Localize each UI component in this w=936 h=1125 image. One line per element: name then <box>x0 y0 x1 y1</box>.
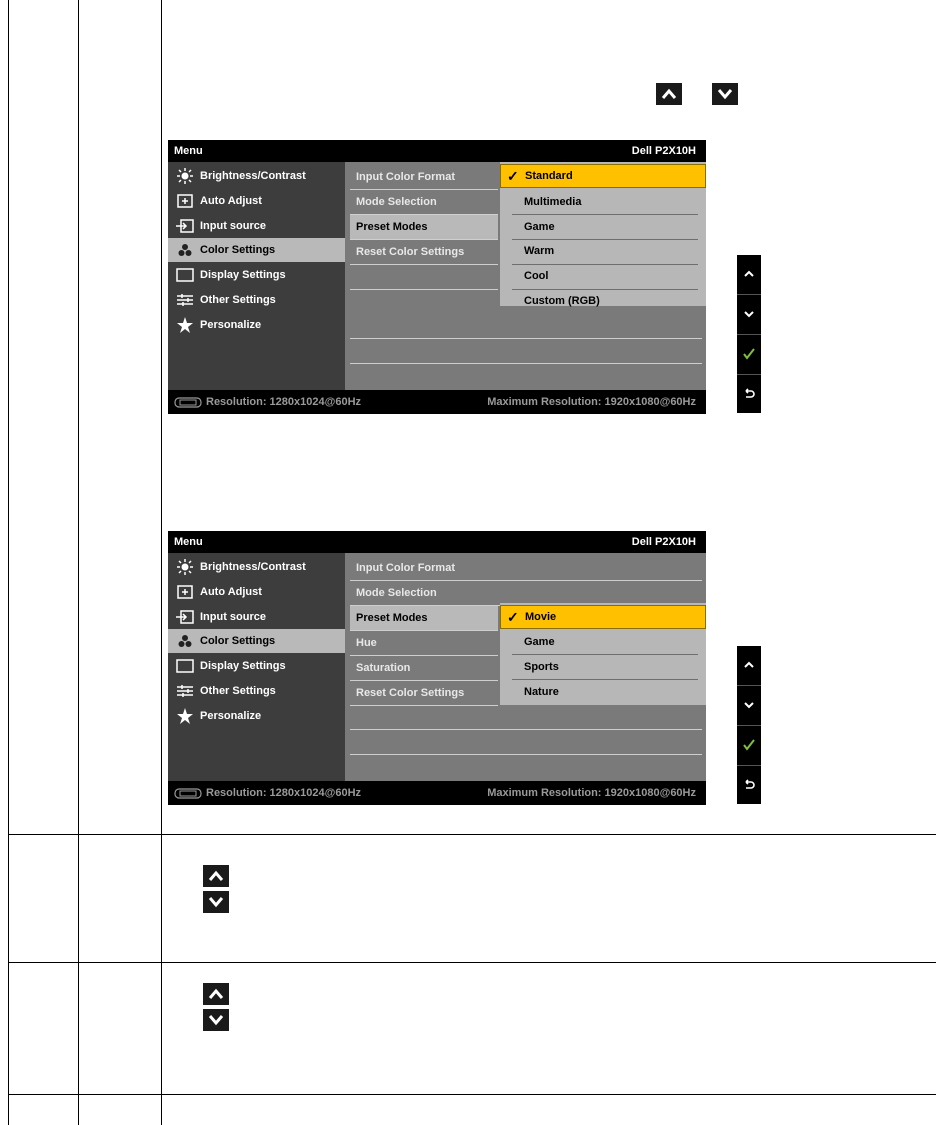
chevron-up-icon <box>661 88 677 100</box>
option-label: Movie <box>525 611 557 623</box>
submenu-divider <box>350 754 702 755</box>
back-icon <box>743 388 755 400</box>
osd-footer <box>168 781 706 805</box>
check-icon <box>743 739 755 751</box>
chevron-down-icon <box>743 699 755 711</box>
option-warm[interactable] <box>500 239 706 263</box>
submenu-item-label: Reset Color Settings <box>356 687 465 699</box>
chevron-down-icon <box>743 308 755 320</box>
menu-item-input-source[interactable] <box>168 214 345 238</box>
menu-item-color-settings[interactable] <box>168 629 345 653</box>
osd-model-name: Dell P2X10H <box>631 145 696 157</box>
submenu-item-label: Preset Modes <box>356 612 428 624</box>
star-icon <box>175 317 195 333</box>
submenu-item-preset-modes[interactable] <box>350 215 498 239</box>
osd-menu-title: Menu <box>174 536 203 548</box>
option-cool[interactable] <box>500 264 706 288</box>
option-label: Multimedia <box>524 196 582 208</box>
osd-footer <box>168 390 706 414</box>
menu-item-color-settings[interactable] <box>168 238 345 262</box>
submenu-item-label: Saturation <box>356 662 411 674</box>
key-down[interactable] <box>737 295 761 333</box>
menu-item-label: Other Settings <box>200 294 276 306</box>
option-label: Warm <box>524 245 555 257</box>
table-border-col2 <box>78 0 79 1125</box>
option-label: Standard <box>525 170 573 182</box>
maximum-resolution: Maximum Resolution: 1920x1080@60Hz <box>487 787 696 799</box>
submenu-item-mode-selection[interactable] <box>350 190 498 214</box>
menu-item-personalize[interactable] <box>168 313 345 337</box>
submenu-item-label: Preset Modes <box>356 221 428 233</box>
up-button[interactable] <box>203 865 229 887</box>
submenu-divider <box>350 338 702 339</box>
table-row-divider <box>8 1094 936 1095</box>
check-icon: ✓ <box>507 168 519 184</box>
chevron-up-icon <box>208 870 224 882</box>
up-button[interactable] <box>656 83 682 105</box>
key-up[interactable] <box>737 255 761 293</box>
osd-panel-standard <box>168 140 706 414</box>
osd-title-bar <box>168 140 706 162</box>
submenu-item-reset-color-settings[interactable] <box>350 240 498 264</box>
option-label: Game <box>524 636 555 648</box>
menu-item-label: Color Settings <box>200 244 276 256</box>
vga-connector-icon <box>174 788 202 799</box>
menu-item-auto-adjust[interactable] <box>168 580 345 604</box>
menu-item-auto-adjust[interactable] <box>168 189 345 213</box>
star-icon <box>175 708 195 724</box>
option-custom-rgb[interactable] <box>500 289 706 313</box>
key-back[interactable] <box>737 766 761 804</box>
vga-connector-icon <box>174 397 202 408</box>
submenu-item-preset-modes[interactable] <box>350 606 498 630</box>
submenu-item-mode-selection[interactable] <box>350 581 498 605</box>
key-confirm[interactable] <box>737 335 761 373</box>
submenu-item-hue[interactable] <box>350 631 498 655</box>
other-settings-icon <box>175 293 195 307</box>
table-border-left <box>8 0 9 1125</box>
menu-item-input-source[interactable] <box>168 605 345 629</box>
key-back[interactable] <box>737 375 761 413</box>
monitor-side-keys <box>737 255 761 413</box>
brightness-icon <box>175 168 195 184</box>
submenu-divider <box>350 264 498 265</box>
submenu-item-label: Mode Selection <box>356 587 437 599</box>
option-label: Sports <box>524 661 559 673</box>
osd-model-name: Dell P2X10H <box>631 536 696 548</box>
option-sports[interactable] <box>500 655 706 679</box>
submenu-divider <box>350 705 498 706</box>
submenu-divider <box>350 289 498 290</box>
input-source-icon <box>175 610 195 624</box>
chevron-up-icon <box>743 268 755 280</box>
auto-adjust-icon <box>175 194 195 208</box>
menu-item-label: Brightness/Contrast <box>200 170 306 182</box>
option-game[interactable] <box>500 215 706 239</box>
menu-item-brightness-contrast[interactable] <box>168 555 345 579</box>
display-settings-icon <box>175 659 195 673</box>
menu-item-personalize[interactable] <box>168 704 345 728</box>
submenu-item-label: Reset Color Settings <box>356 246 465 258</box>
chevron-down-icon <box>717 88 733 100</box>
menu-item-label: Auto Adjust <box>200 195 262 207</box>
menu-item-label: Auto Adjust <box>200 586 262 598</box>
submenu-item-input-color-format[interactable] <box>350 165 498 189</box>
option-multimedia[interactable] <box>500 190 706 214</box>
check-icon <box>743 348 755 360</box>
maximum-resolution: Maximum Resolution: 1920x1080@60Hz <box>487 396 696 408</box>
monitor-side-keys <box>737 646 761 804</box>
submenu-item-input-color-format[interactable] <box>350 556 498 580</box>
option-movie[interactable] <box>500 605 706 629</box>
table-border-col3 <box>161 0 162 1125</box>
menu-item-brightness-contrast[interactable] <box>168 164 345 188</box>
key-confirm[interactable] <box>737 726 761 764</box>
menu-item-label: Other Settings <box>200 685 276 697</box>
menu-item-other-settings[interactable] <box>168 679 345 703</box>
menu-item-other-settings[interactable] <box>168 288 345 312</box>
current-resolution: Resolution: 1280x1024@60Hz <box>206 787 362 799</box>
osd-title-bar <box>168 531 706 553</box>
down-button[interactable] <box>203 891 229 913</box>
display-settings-icon <box>175 268 195 282</box>
menu-item-label: Personalize <box>200 710 262 722</box>
submenu-item-label: Hue <box>356 637 377 649</box>
submenu-item-reset-color-settings[interactable] <box>350 681 498 705</box>
submenu-item-label: Input Color Format <box>356 171 455 183</box>
up-button[interactable] <box>203 983 229 1005</box>
menu-item-display-settings[interactable] <box>168 263 345 287</box>
current-resolution: Resolution: 1280x1024@60Hz <box>206 396 362 408</box>
color-settings-icon <box>175 634 195 648</box>
option-game[interactable] <box>500 630 706 654</box>
key-up[interactable] <box>737 646 761 684</box>
menu-item-label: Brightness/Contrast <box>200 561 306 573</box>
option-label: Custom (RGB) <box>524 295 600 307</box>
option-label: Game <box>524 221 555 233</box>
menu-item-label: Display Settings <box>200 660 286 672</box>
option-nature[interactable] <box>500 680 706 704</box>
input-source-icon <box>175 219 195 233</box>
option-label: Nature <box>524 686 559 698</box>
down-button[interactable] <box>712 83 738 105</box>
submenu-divider <box>350 729 702 730</box>
auto-adjust-icon <box>175 585 195 599</box>
submenu-divider <box>350 363 702 364</box>
menu-item-display-settings[interactable] <box>168 654 345 678</box>
down-button[interactable] <box>203 1009 229 1031</box>
other-settings-icon <box>175 684 195 698</box>
submenu-item-label: Input Color Format <box>356 562 455 574</box>
chevron-up-icon <box>208 988 224 1000</box>
menu-item-label: Personalize <box>200 319 262 331</box>
option-label: Cool <box>524 270 549 282</box>
osd-menu-title: Menu <box>174 145 203 157</box>
brightness-icon <box>175 559 195 575</box>
chevron-up-icon <box>743 659 755 671</box>
option-standard[interactable] <box>500 164 706 188</box>
table-row-divider <box>8 962 936 963</box>
menu-item-label: Display Settings <box>200 269 286 281</box>
back-icon <box>743 779 755 791</box>
chevron-down-icon <box>208 896 224 908</box>
submenu-item-label: Mode Selection <box>356 196 437 208</box>
table-row-divider <box>8 834 936 835</box>
menu-item-label: Color Settings <box>200 635 276 647</box>
menu-item-label: Input source <box>200 220 267 232</box>
menu-item-label: Input source <box>200 611 267 623</box>
color-settings-icon <box>175 243 195 257</box>
key-down[interactable] <box>737 686 761 724</box>
check-icon: ✓ <box>507 609 519 625</box>
submenu-item-saturation[interactable] <box>350 656 498 680</box>
osd-panel-movie <box>168 531 706 805</box>
chevron-down-icon <box>208 1014 224 1026</box>
